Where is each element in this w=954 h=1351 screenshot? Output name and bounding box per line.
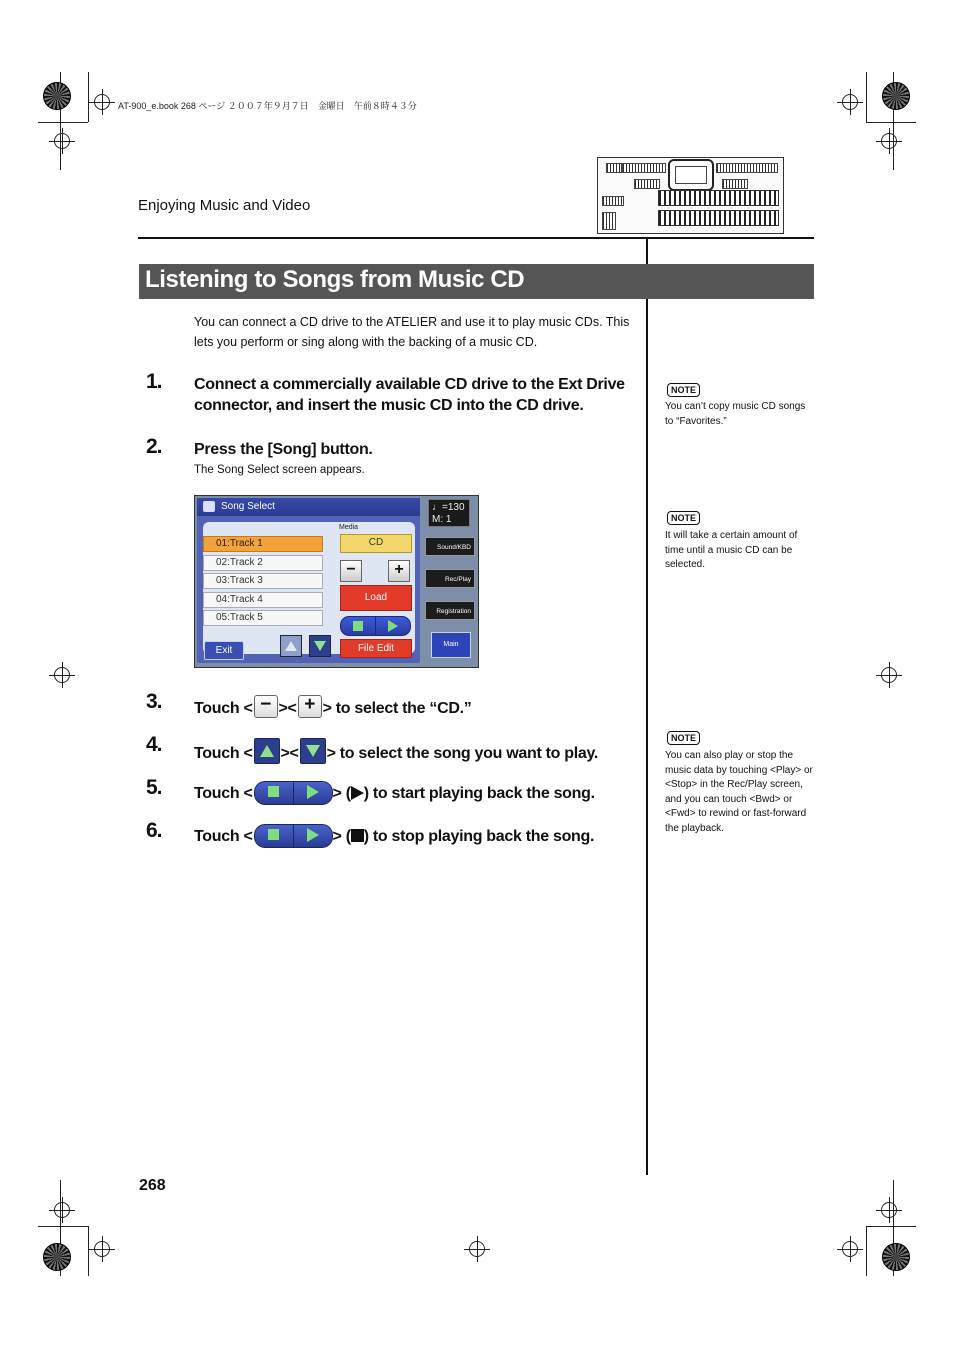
step-text <box>194 738 598 764</box>
track-row[interactable]: 04:Track 4 <box>203 592 323 608</box>
minus-symbol: − <box>260 694 271 715</box>
scroll-up-button[interactable] <box>280 635 302 657</box>
measure-value: M: 1 <box>432 514 452 525</box>
registration-mark-icon <box>94 1241 110 1257</box>
plus-button-icon <box>298 695 322 718</box>
step-number: 4. <box>146 733 162 756</box>
song-icon <box>203 501 215 512</box>
page-number: 268 <box>139 1177 166 1194</box>
step-text <box>194 781 595 804</box>
registration-mark-icon <box>881 1202 897 1218</box>
down-arrow-icon <box>314 641 326 651</box>
track-row[interactable]: 03:Track 3 <box>203 573 323 589</box>
registration-seal-icon <box>882 1243 910 1271</box>
track-row[interactable]: 01:Track 1 <box>203 536 323 552</box>
registration-mark-icon <box>54 133 70 149</box>
intro-paragraph: You can connect a CD drive to the ATELIER and use it to play music CDs. This lets you perform or sing along with the backing of a music CD. <box>194 315 630 349</box>
down-arrow-icon <box>300 738 326 764</box>
step-text: Press the [Song] button. <box>194 441 373 458</box>
registration-mark-icon <box>881 667 897 683</box>
registration-seal-icon <box>882 82 910 110</box>
media-field[interactable]: CD <box>340 534 412 553</box>
registration-mark-icon <box>469 1241 485 1257</box>
step-text-part: > ( <box>332 828 351 845</box>
play-icon <box>388 620 398 632</box>
song-select-screen <box>194 495 479 668</box>
stop-icon <box>353 621 363 631</box>
step-text <box>194 824 594 847</box>
registration-seal-icon <box>43 1243 71 1271</box>
note-badge: NOTE <box>667 731 700 745</box>
note-text: You can also play or stop the music data by touching <Play> or <Stop> in the Rec/Play screen, and you can touch <Bwd> or <Fwd> to rewind or fast-forward the playback. <box>665 750 813 834</box>
plus-button[interactable]: + <box>388 560 410 582</box>
step-text <box>194 695 471 719</box>
step-text-part: ) to stop playing back the song. <box>363 828 595 845</box>
plus-symbol: + <box>304 694 315 715</box>
file-header: AT-900_e.book 268 ページ ２００７年９月７日 金曜日 午前８時４３分 <box>118 101 417 111</box>
step-text: Connect a commercially available CD drive to the Ext Drive connector, and insert the music CD into the CD drive. <box>194 376 625 414</box>
up-arrow-icon <box>285 641 297 651</box>
header-rule <box>138 237 814 239</box>
step-number: 6. <box>146 819 162 842</box>
step-number: 2. <box>146 435 162 458</box>
note-badge: NOTE <box>667 383 700 397</box>
registration-seal-icon <box>43 82 71 110</box>
step-text-part: Touch < <box>194 828 253 845</box>
step-text-part: >< <box>280 745 299 762</box>
file-edit-button[interactable]: File Edit <box>340 639 412 658</box>
up-arrow-icon <box>254 738 280 764</box>
stop-play-icon <box>254 781 332 803</box>
play-icon <box>351 786 364 800</box>
scroll-down-button[interactable] <box>309 635 331 657</box>
minus-button-icon <box>254 695 278 718</box>
note-text: It will take a certain amount of time until a music CD can be selected. <box>665 530 798 570</box>
note-badge: NOTE <box>667 511 700 525</box>
page-title: Listening to Songs from Music CD <box>145 266 525 293</box>
step-text-part: Touch < <box>194 700 253 717</box>
tempo-value: ♩=130 <box>432 502 465 513</box>
play-button[interactable] <box>375 616 411 636</box>
note-text: You can’t copy music CD songs to “Favorites.” <box>665 401 806 427</box>
stop-icon <box>351 829 364 842</box>
sound-kbd-button[interactable]: Sound/KBD <box>425 537 475 556</box>
step-text-part: > ( <box>332 785 351 802</box>
step-text-part: > to select the “CD.” <box>322 700 472 717</box>
step-result: The Song Select screen appears. <box>194 464 365 476</box>
screen-titlebar <box>197 498 420 516</box>
registration-button[interactable]: Registration <box>425 601 475 620</box>
column-divider <box>646 239 648 1175</box>
screen-main-area <box>197 498 420 663</box>
registration-mark-icon <box>881 133 897 149</box>
registration-mark-icon <box>54 667 70 683</box>
track-row[interactable]: 05:Track 5 <box>203 610 323 626</box>
tempo-display <box>428 499 470 527</box>
step-text-part: Touch < <box>194 785 253 802</box>
registration-mark-icon <box>54 1202 70 1218</box>
step-text-part: Touch < <box>194 745 253 762</box>
stop-button[interactable] <box>340 616 376 636</box>
step-text-part: ) to start playing back the song. <box>363 785 595 802</box>
step-text-part: > to select the song you want to play. <box>326 745 599 762</box>
media-label: Media <box>339 524 359 531</box>
stop-play-icon <box>254 824 332 846</box>
exit-button[interactable]: Exit <box>204 641 244 660</box>
main-button[interactable]: Main <box>431 632 471 658</box>
step-number: 5. <box>146 776 162 799</box>
organ-panel-illustration <box>597 157 784 234</box>
registration-mark-icon <box>842 1241 858 1257</box>
load-button[interactable]: Load <box>340 585 412 611</box>
step-number: 1. <box>146 370 162 393</box>
step-text-part: >< <box>278 700 297 717</box>
minus-button[interactable]: − <box>340 560 362 582</box>
track-row[interactable]: 02:Track 2 <box>203 555 323 571</box>
rec-play-button[interactable]: Rec/Play <box>425 569 475 588</box>
step-number: 3. <box>146 690 162 713</box>
screen-title: Song Select <box>221 501 275 512</box>
registration-mark-icon <box>94 94 110 110</box>
registration-mark-icon <box>842 94 858 110</box>
section-name: Enjoying Music and Video <box>138 197 311 214</box>
organ-display-icon <box>668 159 714 191</box>
